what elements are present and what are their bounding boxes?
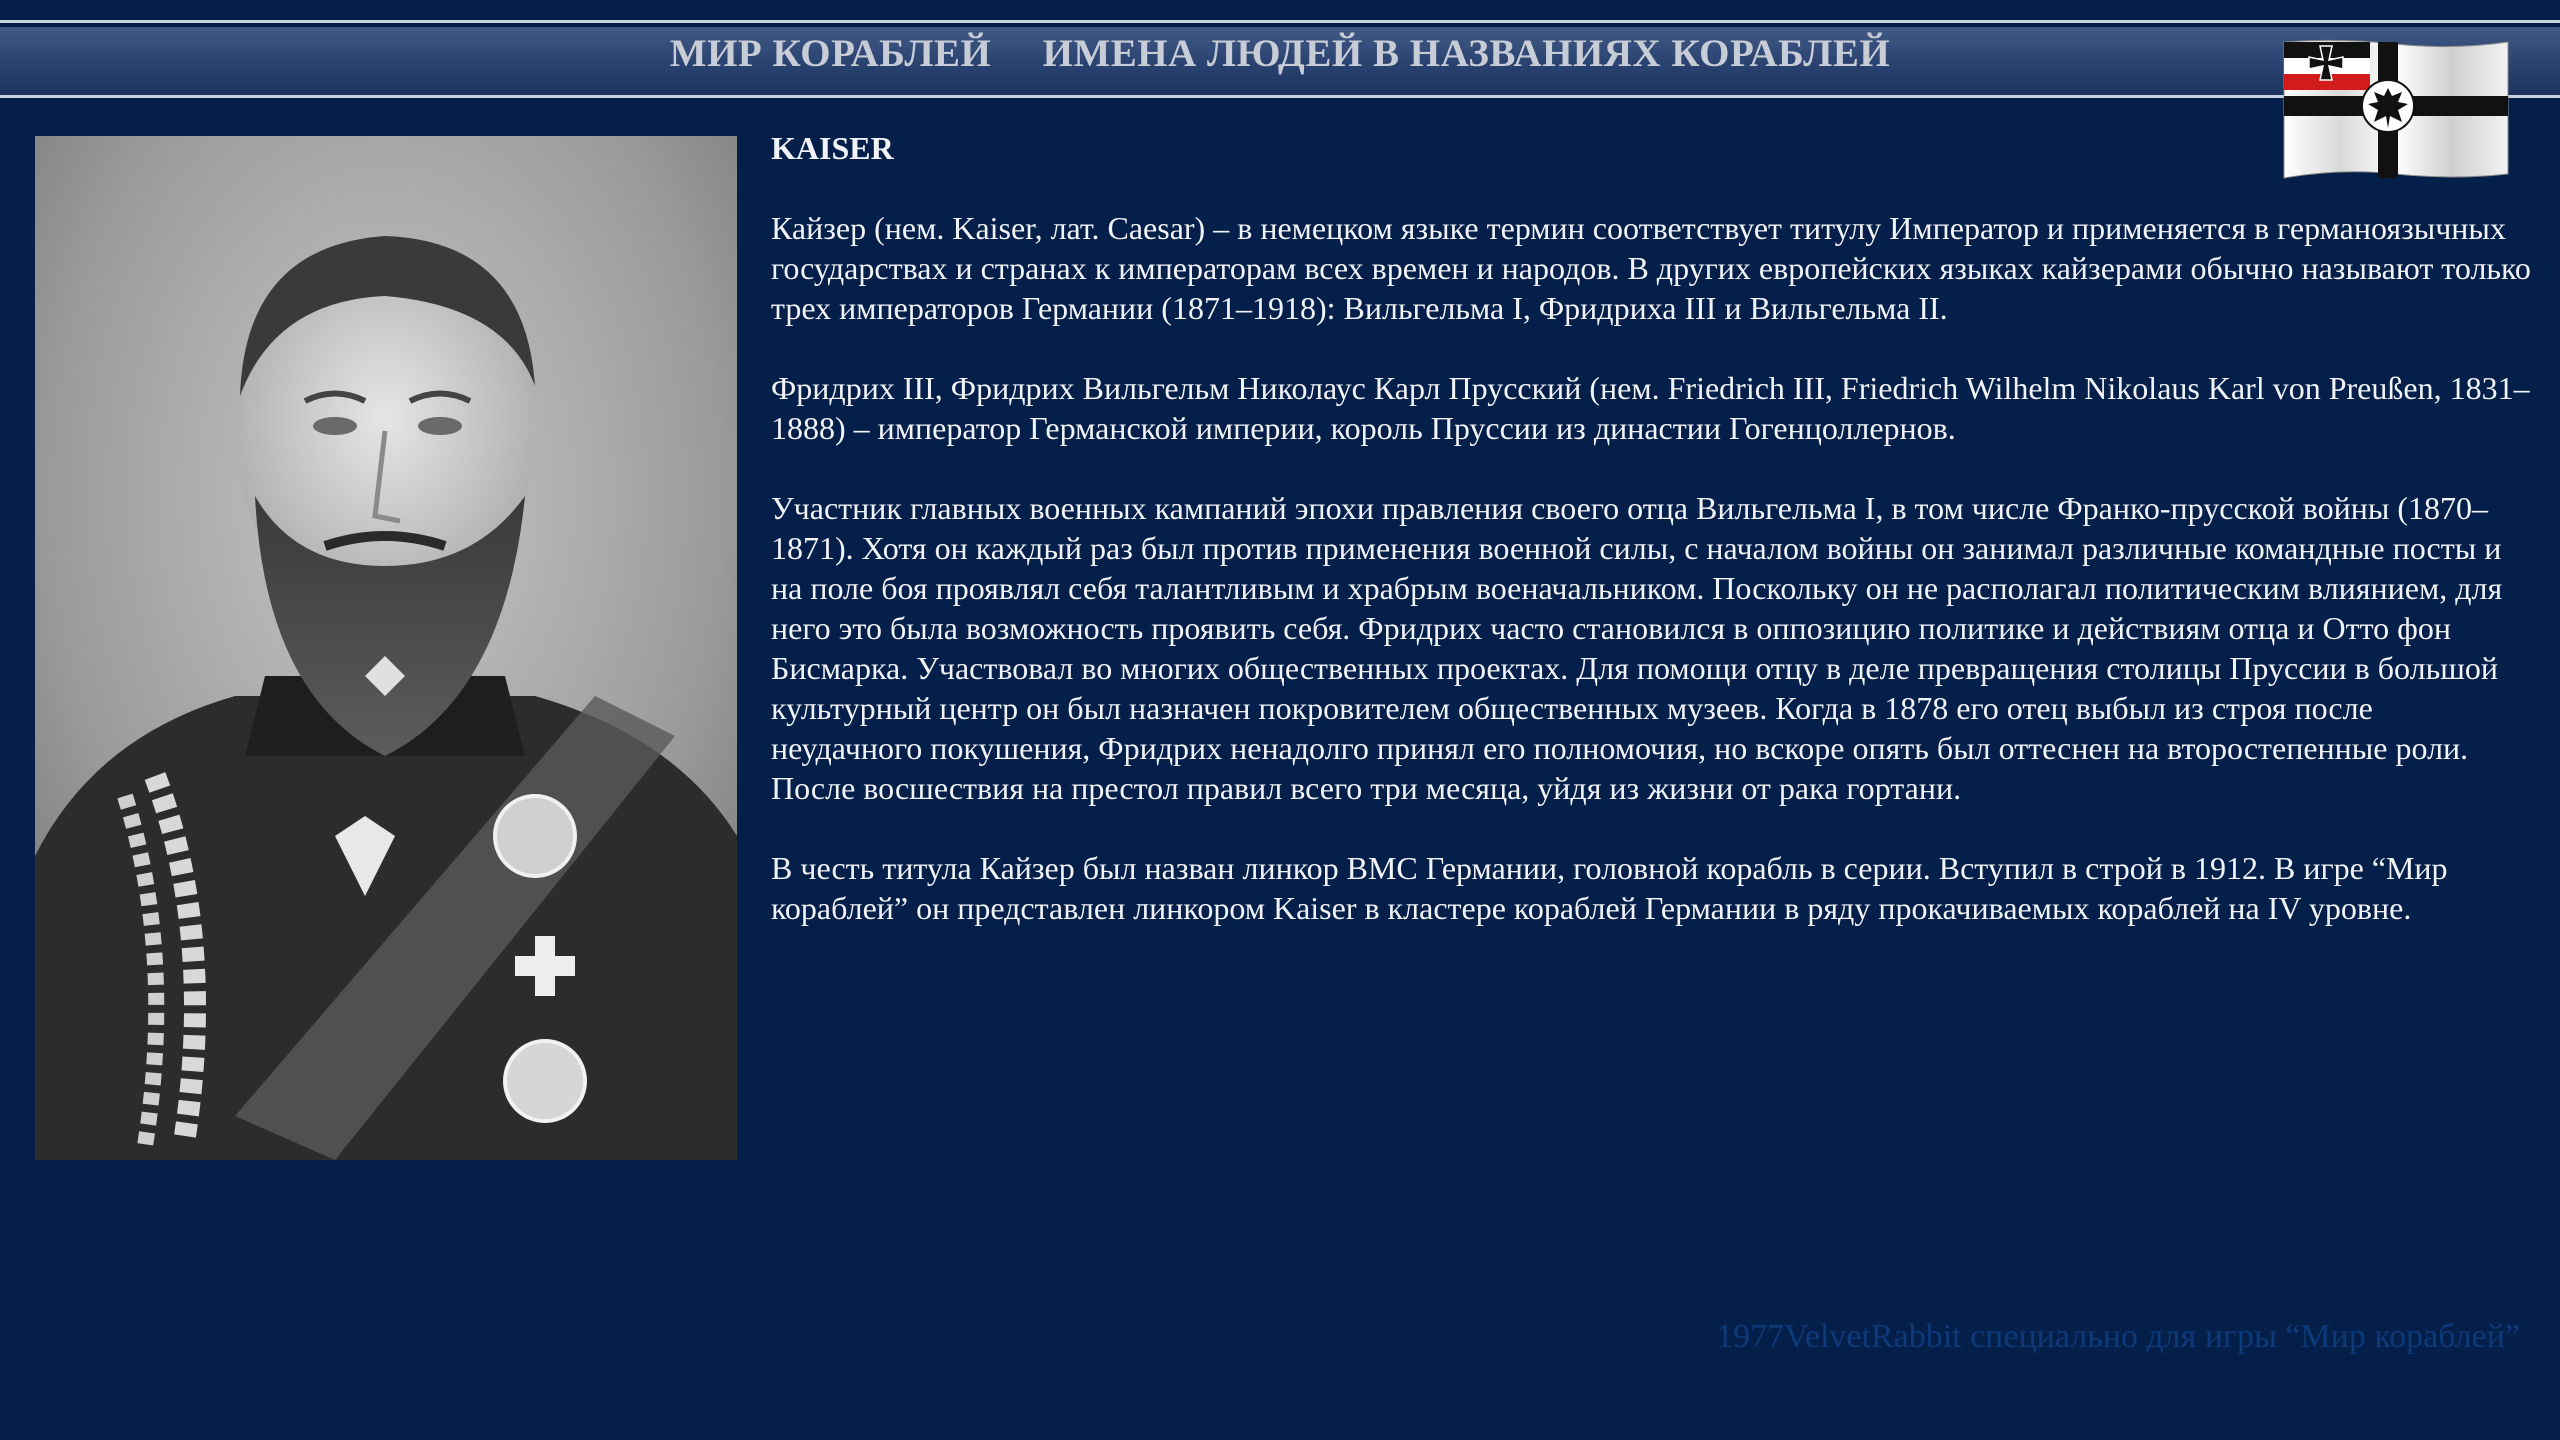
header-title: МИР КОРАБЛЕЙ ИМЕНА ЛЮДЕЙ В НАЗВАНИЯХ КОРАБЛЕЙ <box>669 32 1891 75</box>
article-paragraph-2: Фридрих III, Фридрих Вильгельм Николаус Карл Прусский (нем. Friedrich III, Friedrich Wilhelm Nikolaus Karl von Preußen, 1831–1888) – император Германской империи, король Пруссии из династии Гогенцоллернов. <box>771 370 2530 446</box>
portrait-photo-friedrich-iii <box>35 136 737 1160</box>
article <box>771 128 2531 968</box>
author-credit: 1977VelvetRabbit специально для игры “Мир кораблей” <box>1716 1318 2520 1355</box>
article-title: KAISER <box>771 130 894 166</box>
header-top-rule <box>0 20 2560 23</box>
article-paragraph-1: Кайзер (нем. Kaiser, лат. Caesar) – в немецком языке термин соответствует титулу Император и применяется в германоязычных государствах и странах к императорам всех времен и народов. В других европейских языках кайзерами обычно называют только трех императоров Германии (1871–1918): Вильгельма I, Фридриха III и Вильгельма II. <box>771 210 2531 326</box>
article-paragraph-3: Участник главных военных кампаний эпохи правления своего отца Вильгельма I, в том числе Франко-прусской войны (1870–1871). Хотя он каждый раз был против применения военной силы, с началом войны он занимал различные командные посты и на поле боя проявлял себя талантливым и храбрым военачальником. Поскольку он не располагал политическим влиянием, для него это была возможность проявить себя. Фридрих часто становился в оппозицию политике и действиям отца и Отто фон Бисмарка. Участвовал во многих общественных проектах. Для помощи отцу в деле превращения столицы Пруссии в большой культурный центр он был назначен покровителем общественных музеев. Когда в 1878 его отец выбыл из строя после неудачного покушения, Фридрих ненадолго принял его полномочия, но вскоре опять был оттеснен на второстепенные роли. После восшествия на престол правил всего три месяца, уйдя из жизни от рака гортани. <box>771 490 2503 806</box>
article-paragraph-4: В честь титула Кайзер был назван линкор ВМС Германии, головной корабль в серии. Вступил в строй в 1912. В игре “Мир кораблей” он представлен линкором Kaiser в кластере кораблей Германии в ряду прокачиваемых кораблей на IV уровне. <box>771 850 2448 926</box>
